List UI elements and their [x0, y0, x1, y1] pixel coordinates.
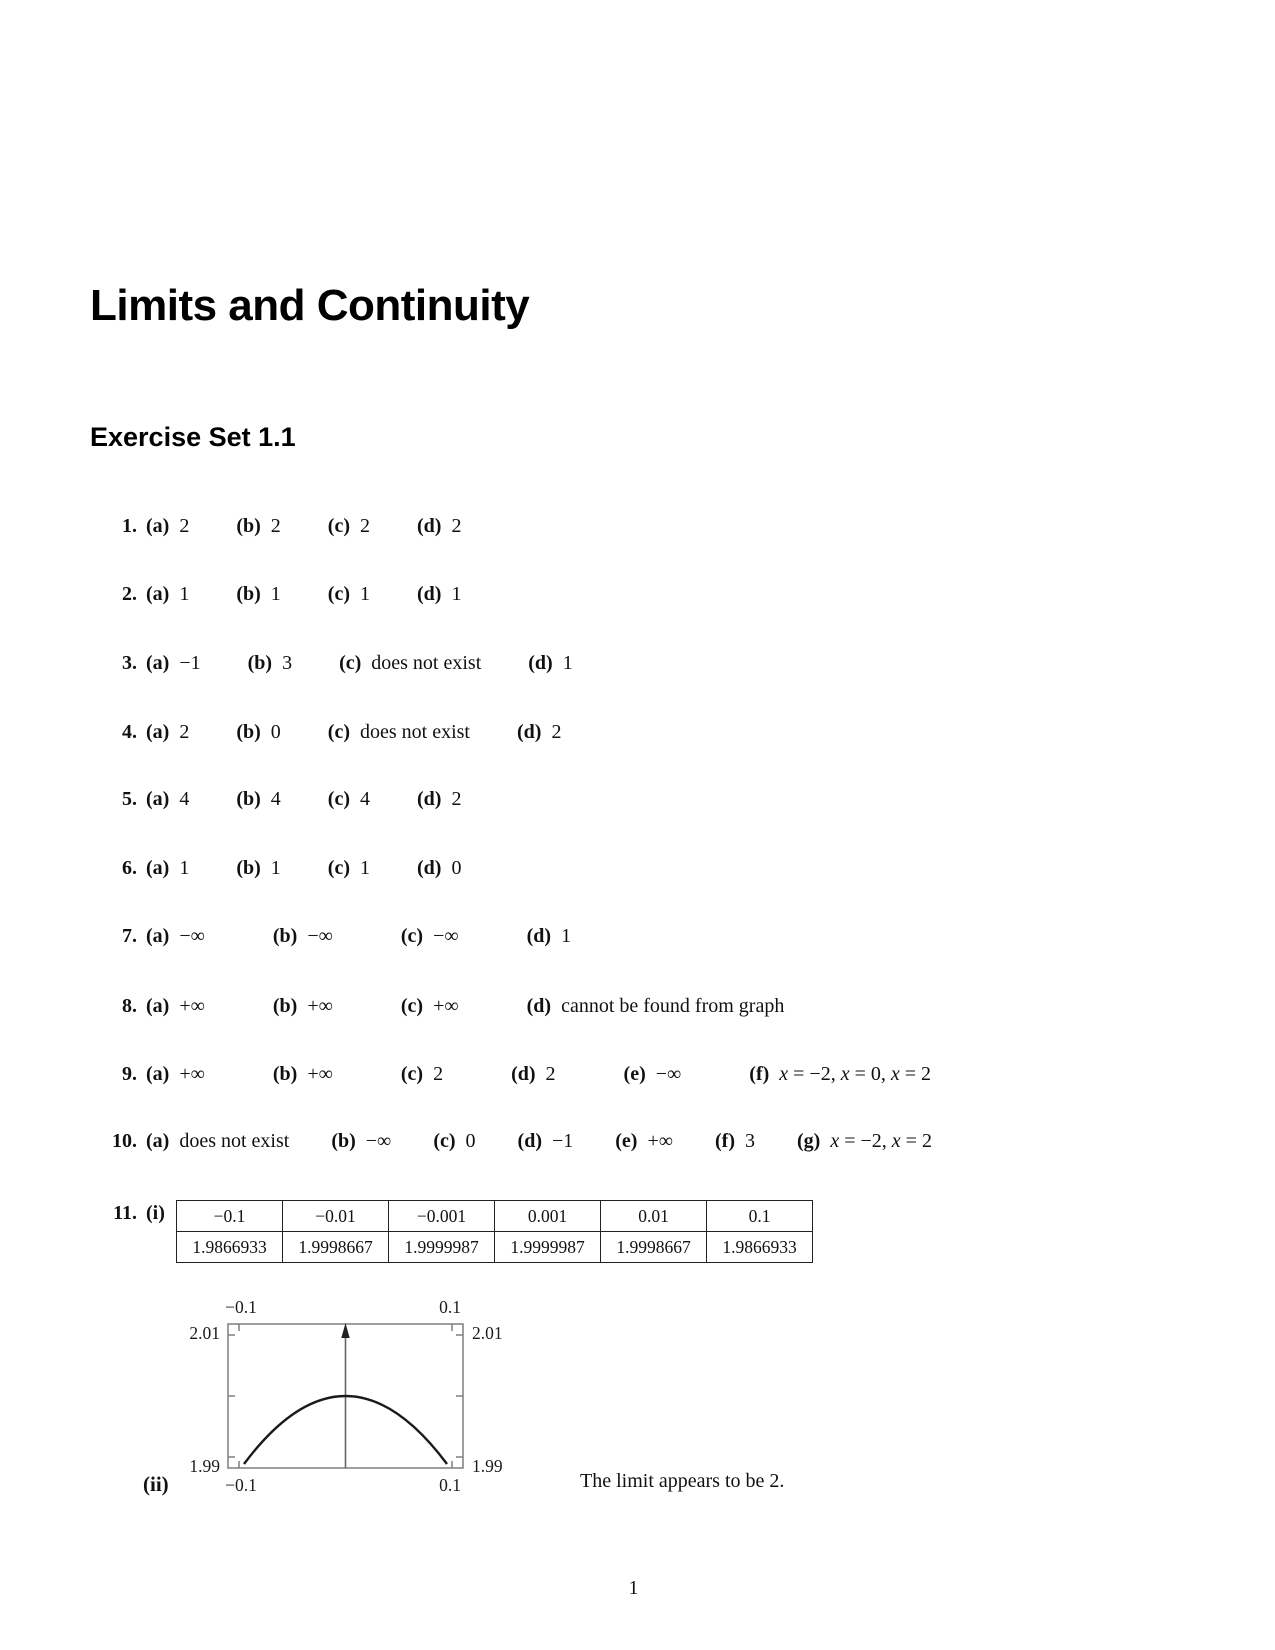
x-label-top-left: −0.1 — [225, 1297, 257, 1317]
answer-part-label: (c) — [400, 925, 424, 947]
table-value-cell: 1.9866933 — [707, 1232, 813, 1263]
exercise-row-10 — [104, 1130, 974, 1152]
answer-part — [146, 515, 189, 537]
x-label-top-right: 0.1 — [439, 1297, 461, 1317]
answer-part — [146, 1063, 205, 1085]
answer-part-value: 4 — [359, 788, 370, 810]
answer-part — [146, 721, 189, 743]
answer-part-value: does not exist — [179, 1130, 290, 1152]
answer-part-label: (c) — [400, 995, 424, 1017]
answer-part — [146, 925, 205, 947]
answer-part-label: (d) — [511, 1063, 536, 1085]
answer-part-label: (a) — [146, 721, 170, 743]
answer-part-value: 2 — [551, 721, 562, 743]
answer-part-value: 0 — [465, 1130, 476, 1152]
y-label-left-bottom: 1.99 — [189, 1456, 220, 1476]
answer-part-label: (a) — [146, 583, 170, 605]
answer-part-value: −1 — [551, 1130, 574, 1152]
answer-part — [236, 721, 280, 743]
answer-part-value: 1 — [359, 583, 370, 605]
answer-part-label: (a) — [146, 857, 170, 879]
answer-part-value: 2 — [451, 788, 462, 810]
answer-part-label: (c) — [327, 721, 350, 743]
answer-part — [273, 995, 333, 1017]
answer-part-value: +∞ — [179, 1063, 205, 1085]
answer-part-label: (b) — [272, 995, 298, 1017]
answer-part-label: (c) — [339, 652, 362, 674]
answer-part-label: (c) — [327, 515, 350, 537]
answer-part — [511, 1063, 555, 1085]
answer-part-label: (b) — [247, 652, 273, 674]
table-value-cell: 1.9999987 — [389, 1232, 495, 1263]
answer-part-value: 3 — [745, 1130, 755, 1152]
exercise-number: 8. — [122, 995, 137, 1017]
answer-part-value: 0 — [451, 857, 462, 879]
exercise-row-3 — [104, 652, 620, 674]
answer-part-value: 1 — [270, 857, 281, 879]
answer-part-label: (a) — [146, 652, 170, 674]
graph-caption: The limit appears to be 2. — [580, 1470, 785, 1492]
exercise-number: 11. — [113, 1202, 137, 1224]
answer-part-label: (f) — [715, 1130, 735, 1152]
answer-part — [331, 1130, 391, 1152]
answer-part-label: (b) — [236, 583, 261, 605]
table-header-cell: 0.01 — [601, 1201, 707, 1232]
answer-part — [328, 515, 370, 537]
table-header-cell: −0.01 — [283, 1201, 389, 1232]
answer-part-label: (d) — [416, 788, 442, 810]
answer-part-label: (e) — [623, 1063, 646, 1085]
answer-part-label: (a) — [146, 1130, 170, 1152]
exercise-11-label — [104, 1202, 175, 1225]
answer-part-label: (d) — [416, 515, 442, 537]
answer-part — [236, 583, 280, 605]
answer-part — [797, 1130, 932, 1152]
answer-part-label: (c) — [327, 788, 350, 810]
answer-part — [339, 652, 481, 674]
answer-part — [236, 515, 280, 537]
limit-graph — [160, 1280, 530, 1505]
answer-part — [328, 721, 470, 743]
sub-item-label-ii: (ii) — [143, 1472, 169, 1496]
answer-part — [328, 857, 370, 879]
answer-part-value: 4 — [270, 788, 281, 810]
answer-part-label: (b) — [236, 857, 261, 879]
answer-part-value: 2 — [179, 515, 190, 537]
answer-part — [715, 1130, 755, 1152]
answer-part-label: (d) — [416, 857, 442, 879]
answer-part-value: 2 — [433, 1063, 444, 1085]
table-header-row — [177, 1201, 813, 1232]
exercise-row-9 — [104, 1063, 999, 1085]
table-value-cell: 1.9999987 — [495, 1232, 601, 1263]
answer-part-value: −∞ — [433, 925, 459, 947]
answer-part-value: 1 — [562, 652, 573, 674]
exercise-row-4 — [104, 721, 608, 743]
exercise-row-6 — [104, 857, 508, 879]
answer-part-value: +∞ — [179, 995, 205, 1017]
answer-part-value: 0 — [270, 721, 281, 743]
exercise-number: 9. — [122, 1063, 137, 1085]
answer-part-label: (b) — [236, 788, 261, 810]
answer-part-value: 3 — [282, 652, 293, 674]
answer-part — [518, 1130, 574, 1152]
answer-part-value: +∞ — [307, 1063, 333, 1085]
section-heading: Exercise Set 1.1 — [90, 422, 296, 452]
answer-part — [328, 583, 370, 605]
table-value-cell: 1.9998667 — [283, 1232, 389, 1263]
exercise-number: 4. — [122, 721, 137, 743]
answer-part-value: −∞ — [307, 925, 333, 947]
answer-part — [615, 1130, 673, 1152]
table-value-cell: 1.9998667 — [601, 1232, 707, 1263]
answer-part-value: 1 — [451, 583, 462, 605]
answer-part-value: −∞ — [179, 925, 205, 947]
answer-part-value: cannot be found from graph — [561, 995, 785, 1017]
answer-part-label: (a) — [146, 925, 170, 947]
x-label-bottom-left: −0.1 — [225, 1475, 257, 1495]
sub-item-label: (i) — [146, 1202, 165, 1224]
answer-part — [273, 1063, 333, 1085]
answer-part — [749, 1063, 931, 1085]
answer-part-value: −1 — [179, 652, 201, 674]
answer-part — [146, 995, 205, 1017]
answer-part-value: 2 — [179, 721, 190, 743]
answer-part-value: 1 — [359, 857, 370, 879]
answer-part-value: 2 — [451, 515, 462, 537]
answer-part-value: 2 — [545, 1063, 556, 1085]
answer-part-label: (d) — [526, 925, 552, 947]
answer-part-label: (d) — [526, 995, 552, 1017]
answer-part-label: (f) — [749, 1063, 770, 1085]
answer-part — [417, 583, 461, 605]
y-label-right-top: 2.01 — [472, 1323, 503, 1343]
answer-part-value: −∞ — [365, 1130, 392, 1152]
table-values-row — [177, 1232, 813, 1263]
page-title: Limits and Continuity — [90, 281, 530, 330]
answer-part — [517, 721, 561, 743]
exercise-row-8 — [104, 995, 852, 1017]
answer-part-label: (d) — [516, 721, 542, 743]
y-label-left-top: 2.01 — [189, 1323, 220, 1343]
answer-part-label: (e) — [615, 1130, 638, 1152]
answer-part-label: (b) — [272, 1063, 298, 1085]
answer-part-value: 1 — [179, 583, 190, 605]
answer-part-label: (c) — [327, 857, 350, 879]
answer-part — [527, 925, 571, 947]
exercise-row-7 — [104, 925, 639, 947]
answer-part — [401, 925, 459, 947]
exercise-row-1 — [104, 515, 508, 537]
answer-part-label: (c) — [400, 1063, 424, 1085]
answer-part — [248, 652, 292, 674]
answer-part-label: (a) — [146, 995, 170, 1017]
exercise-number: 3. — [122, 652, 137, 674]
answer-part-label: (c) — [433, 1130, 456, 1152]
page-number: 1 — [628, 1577, 639, 1599]
answer-part-label: (c) — [327, 583, 350, 605]
exercise-number: 5. — [122, 788, 137, 810]
answer-part — [528, 652, 572, 674]
answer-part-label: (d) — [528, 652, 553, 674]
y-label-right-bottom: 1.99 — [472, 1456, 503, 1476]
answer-part-value: x = −2, x = 2 — [830, 1130, 932, 1152]
exercise-number: 7. — [122, 925, 137, 947]
answer-part-label: (b) — [331, 1130, 356, 1152]
answer-part — [417, 857, 461, 879]
answer-part — [527, 995, 785, 1017]
answer-part — [146, 652, 201, 674]
answer-part — [236, 788, 280, 810]
answer-part-label: (a) — [146, 515, 170, 537]
answer-part — [146, 857, 189, 879]
table-header-cell: 0.1 — [707, 1201, 813, 1232]
answer-part-value: does not exist — [359, 721, 470, 743]
answer-part-label: (b) — [236, 515, 261, 537]
answer-part-label: (b) — [272, 925, 298, 947]
answer-part-label: (d) — [517, 1130, 542, 1152]
answer-part-value: 1 — [179, 857, 190, 879]
answer-part — [146, 788, 189, 810]
x-label-bottom-right: 0.1 — [439, 1475, 461, 1495]
exercise-number: 6. — [122, 857, 137, 879]
answer-part — [146, 1130, 289, 1152]
answer-part-value: 2 — [359, 515, 370, 537]
exercise-number: 1. — [122, 515, 137, 537]
answer-part — [624, 1063, 682, 1085]
table-value-cell: 1.9866933 — [177, 1232, 283, 1263]
answer-part — [417, 788, 461, 810]
limit-values-table — [176, 1200, 813, 1263]
answer-part-value: x = −2, x = 0, x = 2 — [779, 1063, 932, 1085]
answer-part-label: (b) — [236, 721, 261, 743]
answer-part-value: −∞ — [655, 1063, 682, 1085]
answer-part-label: (g) — [797, 1130, 821, 1152]
exercise-number: 2. — [122, 583, 137, 605]
answer-part-value: +∞ — [307, 995, 333, 1017]
table-header-cell: −0.1 — [177, 1201, 283, 1232]
exercise-number: 10. — [112, 1130, 137, 1152]
answer-part-label: (d) — [416, 583, 442, 605]
answer-part — [328, 788, 370, 810]
answer-part — [401, 1063, 443, 1085]
answer-part-value: 1 — [561, 925, 572, 947]
answer-part-value: +∞ — [433, 995, 459, 1017]
answer-part-value: 4 — [179, 788, 190, 810]
answer-part-value: 1 — [270, 583, 281, 605]
answer-part — [401, 995, 459, 1017]
answer-part — [273, 925, 333, 947]
answer-part-value: does not exist — [371, 652, 482, 674]
answer-part — [433, 1130, 475, 1152]
exercise-row-2 — [104, 583, 508, 605]
answer-part-label: (a) — [146, 788, 170, 810]
answer-part — [146, 583, 189, 605]
answer-part — [417, 515, 461, 537]
table-header-cell: 0.001 — [495, 1201, 601, 1232]
answer-part-label: (a) — [146, 1063, 170, 1085]
answer-part-value: +∞ — [647, 1130, 674, 1152]
answer-part — [236, 857, 280, 879]
table-header-cell: −0.001 — [389, 1201, 495, 1232]
answer-part-value: 2 — [270, 515, 281, 537]
vertical-arrow-head — [341, 1323, 349, 1338]
exercise-row-5 — [104, 788, 508, 810]
